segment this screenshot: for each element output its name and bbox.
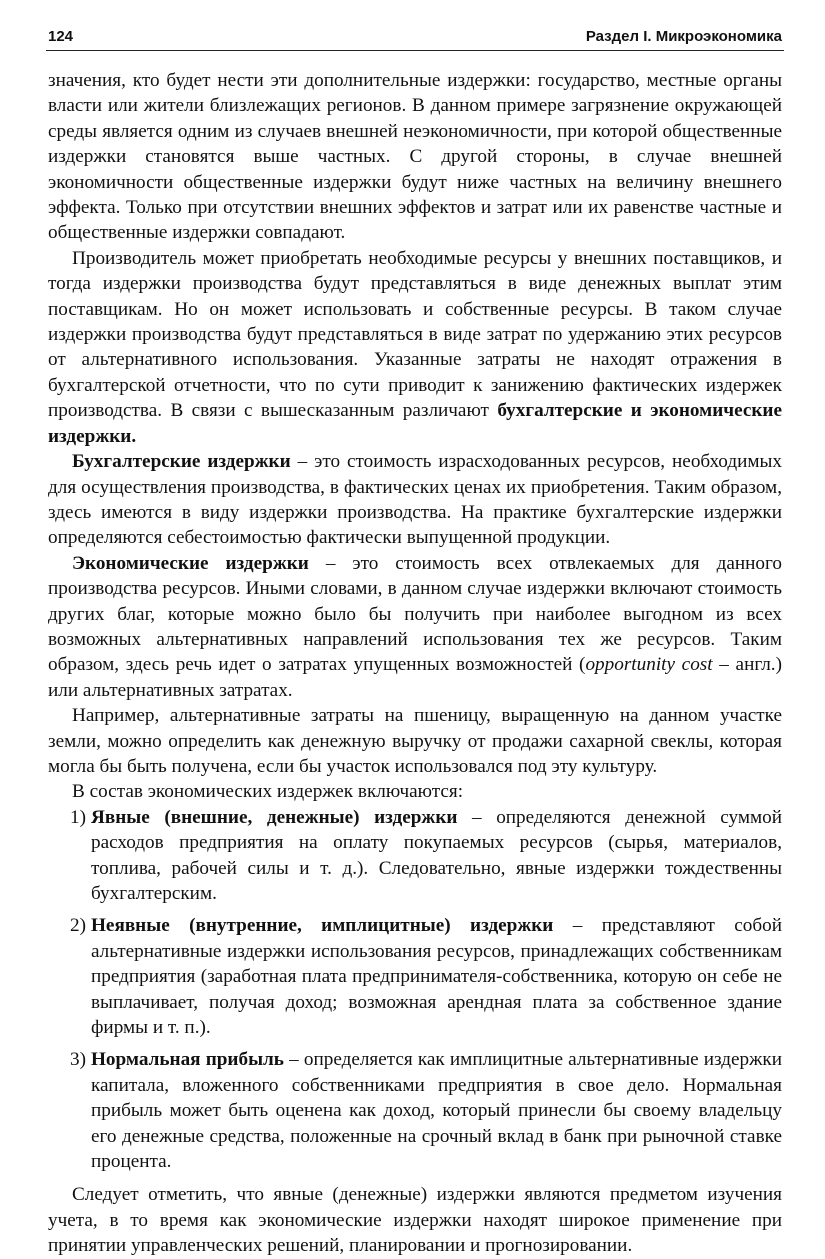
cost-types-list xyxy=(48,805,782,1175)
paragraph-economic-costs xyxy=(48,551,782,703)
paragraph-text: Например, альтернативные затраты на пшеницу, выращенную на данном участке земли, можно определить как денежную выручку от продажи сахарной свеклы, которая могла бы быть получена, если бы участок использовался под эту культуру. xyxy=(48,705,782,777)
paragraph-continuation xyxy=(48,68,782,246)
paragraph-own-resources xyxy=(48,246,782,449)
paragraph-text: – это стоимость израсходованных ресурсов, необходимых для осуществления производства, в фактических ценах их приобретения. Таким образом, здесь имеются в виду издержки производства. На практике бухгалтерские издержки определяются себестоимостью фактически выпущенной продукции. xyxy=(48,451,783,549)
paragraph-accounting-costs xyxy=(48,449,782,551)
list-number: 3) xyxy=(70,1049,86,1071)
paragraph-text: Следует отметить, что явные (денежные) издержки являются предметом изучения учета, в то время как экономические издержки находят широкое применение при принятии управленческих решений, планировании и прогнозировании. xyxy=(48,1184,782,1257)
paragraph-list-intro xyxy=(48,779,782,804)
paragraph-text: Производитель может приобретать необходимые ресурсы у внешних поставщиков, и тогда издержки производства будут представляться в виде денежных выплат этим поставщикам. Но он может использовать и собственные ресурсы. В таком случае издержки производства будут представляться в виде затрат по удержанию этих ресурсов от альтернативного использования. Указанные затраты не находят отражения в бухгалтерской отчетности, что по сути приводит к занижению фактических издержек производства. В связи с вышесказанным различают xyxy=(48,247,782,422)
list-text: – представляют собой альтернативные издержки использования ресурсов, принадлежащих собственникам предприятия (заработная плата предпринимателя-собственника, которую он себе не выплачивает, получая доход; возможная арендная плата за собственное здание фирмы и т. п.). xyxy=(91,915,783,1039)
list-item xyxy=(48,1047,782,1174)
list-item xyxy=(48,913,782,1040)
paragraph-text: – это стоимость всех отвлекаемых для данного производства ресурсов. Иными словами, в данном случае издержки включают стоимость других благ, которые можно было бы получить при наиболее выгодном из всех возможных альтернативных направлений использования тех же ресурсов. Таким образом, здесь речь идет о затратах упущенных возможностей ( xyxy=(48,552,782,676)
list-number: 1) xyxy=(70,806,86,828)
list-number: 2) xyxy=(70,915,86,937)
italic-term: opportunity cost xyxy=(585,654,713,676)
paragraph-text: значения, кто будет нести эти дополнительные издержки: государство, местные органы власти или жители близлежащих регионов. В данном примере загрязнение окружающей среды является одним из случаев внешней неэкономичности, при которой общественные издержки становятся выше частных. С другой стороны, в случае внешней экономичности общественные издержки будут ниже частных на величину внешнего эффекта. Только при отсутствии внешних эффектов и затрат или их равенстве частные и общественные издержки совпадают. xyxy=(48,70,782,244)
section-title: Раздел I. Микроэкономика xyxy=(585,28,782,45)
closing-paragraph xyxy=(48,1182,782,1258)
bold-term: Явные (внешние, денежные) издержки xyxy=(91,806,458,828)
bold-term: Неявные (внутренние, имплицитные) издержки xyxy=(91,915,554,937)
bold-term: Нормальная прибыль xyxy=(91,1049,284,1071)
page-number: 124 xyxy=(48,28,74,45)
paragraph-text: В состав экономических издержек включаются: xyxy=(72,781,464,803)
bold-term: Экономические издержки xyxy=(72,552,309,574)
bold-term: бухгалтерские и экономические издержки. xyxy=(48,400,782,447)
body-text xyxy=(48,68,782,1259)
paragraph-example xyxy=(48,703,782,779)
list-text: – определяются денежной суммой расходов предприятия на оплату покупаемых ресурсов (сырья, материалов, топлива, рабочей силы и т. д.). Следовательно, явные издержки тождественны бухгалтерским. xyxy=(91,806,782,904)
paragraph-text: – англ.) или альтернативных затратах. xyxy=(48,654,782,701)
list-item xyxy=(48,805,782,907)
bold-term: Бухгалтерские издержки xyxy=(72,451,291,473)
list-text: – определяется как имплицитные альтернативные издержки капитала, вложенного собственниками предприятия в свое дело. Нормальная прибыль может быть оценена как доход, который принесли бы своему владельцу его денежные средства, положенные на срочный вклад в банк при рыночной ставке процента. xyxy=(91,1049,782,1173)
running-header xyxy=(46,28,784,51)
